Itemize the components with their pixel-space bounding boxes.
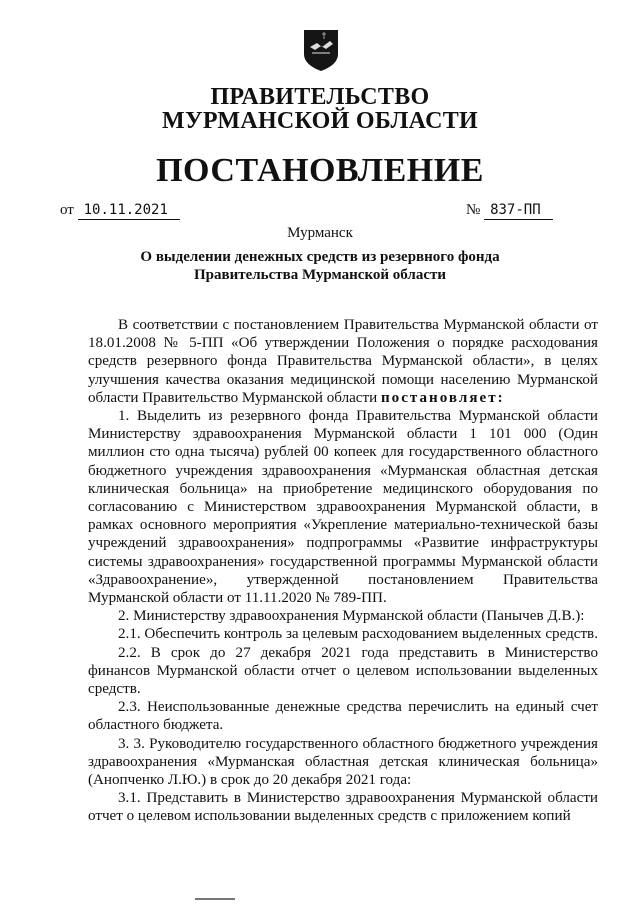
paragraph-2-3: 2.3. Неиспользованные денежные средства перечислить на единый счет областного бюджета. (88, 699, 598, 734)
paragraph-2: 2. Министерству здравоохранения Мурманской области (Панычев Д.В.): (118, 608, 585, 625)
document-date (60, 201, 180, 220)
coat-of-arms-icon (302, 28, 340, 72)
subject-line1: О выделении денежных средств из резервного фонда (140, 249, 500, 265)
paragraph-2-1: 2.1. Обеспечить контроль за целевым расходованием выделенных средств. (118, 626, 598, 643)
page-footer-mark (195, 898, 235, 904)
government-title-line1: ПРАВИТЕЛЬСТВО (210, 84, 430, 110)
paragraph-3-1: 3.1. Представить в Министерство здравоохранения Мурманской области отчет о целевом использовании выделенных средств с приложением копий (88, 790, 598, 825)
intro-text: В соответствии с постановлением Правительства Мурманской области от 18.01.2008 № 5-ПП «Об утверждении Положения о порядке расходования средств резервного фонда Правительства Мурманской области», в целях улучшения качества оказания медицинской помощи населению Мурманской области Правительство Мурманской области (88, 317, 598, 406)
paragraph-1: 1. Выделить из резервного фонда Правительства Мурманской области Министерству здравоохранения Мурманской области 1 101 000 (Один миллион сто одна тысяча) рублей 00 копеек для государственного областного бюджетного учреждения здравоохранения «Мурманская областная детская клиническая больница» на приобретение медицинского оборудования по согласованию с Министерством здравоохранения Мурманской области, в рамках основного мероприятия «Укрепление материально-технической базы учреждений здравоохранения» подпрограммы «Развитие инфраструктуры системы здравоохранения» государственной программы Мурманской области «Здравоохранение», утвержденной постановлением Правительства Мурманской области от 11.11.2020 № 789-ПП. (88, 408, 598, 607)
document-body (88, 316, 598, 826)
government-title-line2: МУРМАНСКОЙ ОБЛАСТИ (162, 108, 478, 134)
document-number (466, 201, 553, 220)
document-type-title: ПОСТАНОВЛЕНИЕ (156, 152, 484, 189)
date-value: 10.11.2021 (78, 202, 180, 220)
city-name: Мурманск (287, 225, 353, 241)
number-value: 837-ПП (484, 202, 553, 220)
paragraph-3: 3. 3. Руководителю государственного областного бюджетного учреждения здравоохранения «Мурманская областная детская клиническая больница» (Анопченко Л.Ю.) в срок до 20 декабря 2021 года: (88, 735, 598, 789)
date-prefix: от (60, 202, 74, 218)
decree-word: постановляет: (380, 389, 505, 406)
intro-paragraph (88, 316, 598, 407)
subject-line2: Правительства Мурманской области (193, 267, 447, 283)
number-prefix: № (466, 202, 481, 218)
paragraph-2-2: 2.2. В срок до 27 декабря 2021 года представить в Министерство финансов Мурманской области отчет о целевом использовании выделенных средств. (88, 644, 598, 698)
